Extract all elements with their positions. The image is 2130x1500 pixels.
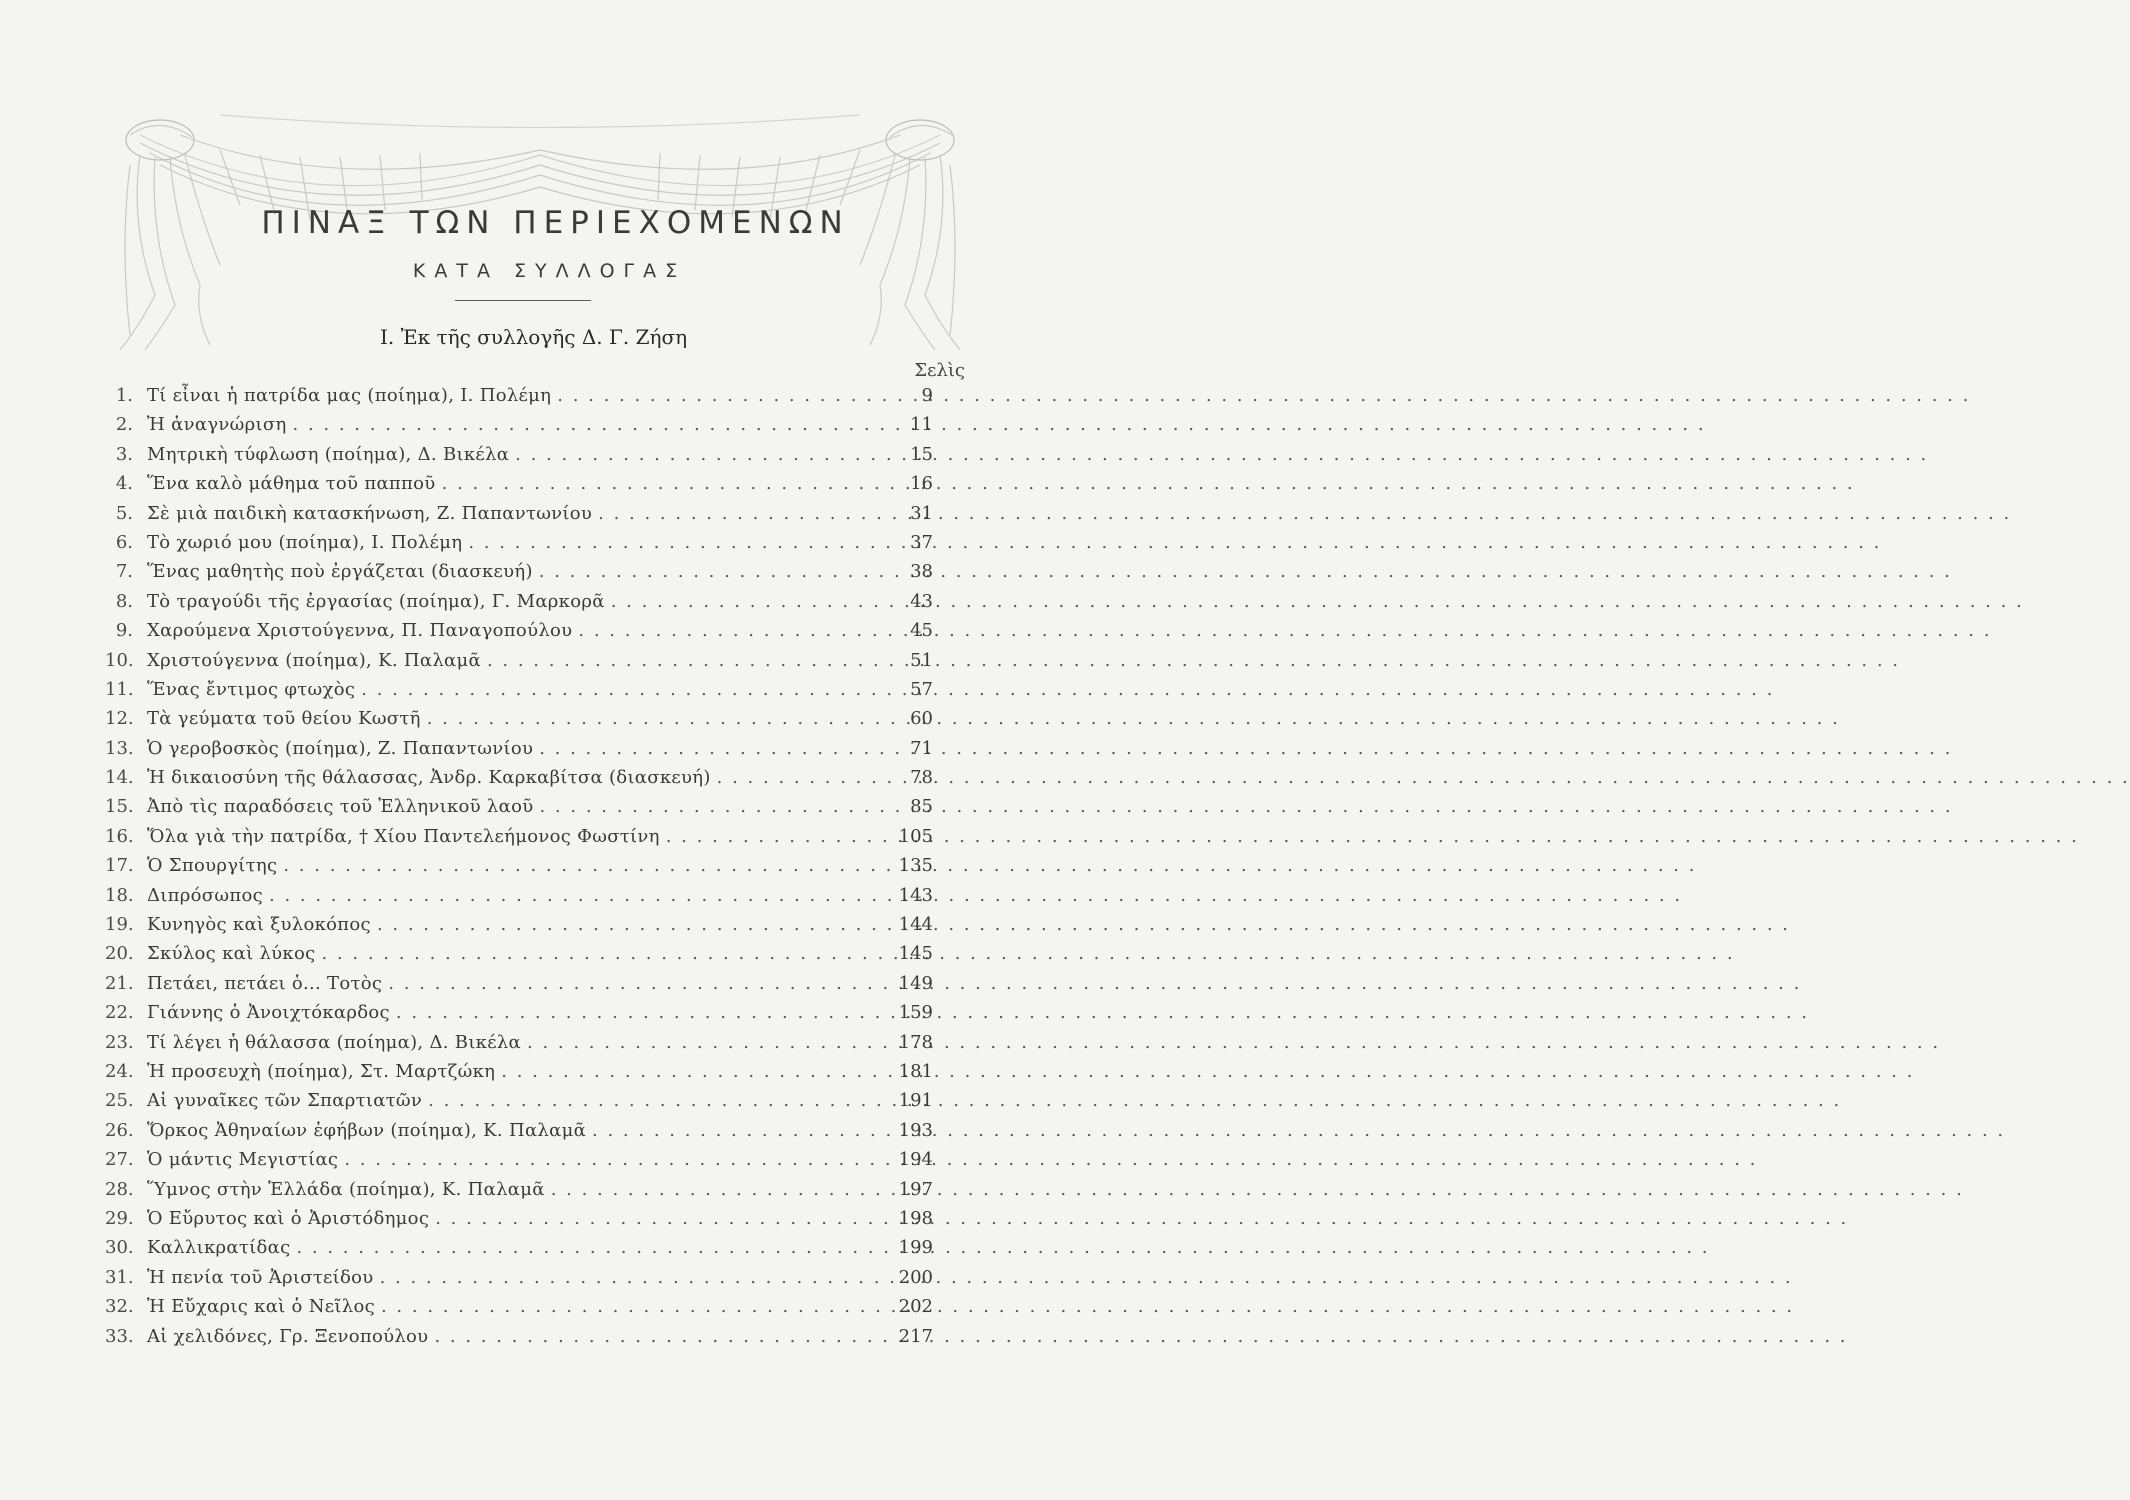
toc-entry-page: 159 <box>898 1002 933 1024</box>
toc-entry-title: Ὁ γεροβοσκὸς (ποίημα), Ζ. Παπαντωνίου <box>147 737 534 759</box>
toc-entry-number: 33. <box>105 1325 134 1347</box>
toc-entry-page: 199 <box>898 1237 933 1259</box>
toc-entry <box>105 943 933 972</box>
toc-entry <box>105 914 933 943</box>
toc-entry-page: 194 <box>898 1149 933 1171</box>
toc-entry <box>105 1208 933 1237</box>
toc-entry-title: Ἕνας ἔντιμος φτωχὸς <box>147 678 356 700</box>
toc-leader-dots <box>428 1326 889 1347</box>
toc-entry-number: 28. <box>105 1178 134 1200</box>
toc-leader-dots <box>374 1267 889 1288</box>
toc-entry-number: 32. <box>105 1296 134 1318</box>
toc-entry-number: 1. <box>115 385 133 406</box>
toc-leader-dots <box>390 1002 889 1023</box>
toc-leader-dots <box>605 591 889 612</box>
toc-entry <box>105 885 933 914</box>
toc-entry <box>105 1179 933 1208</box>
toc-entry-page: 144 <box>898 914 933 936</box>
toc-leader-dots <box>263 885 889 906</box>
toc-leader-dots <box>533 796 889 817</box>
toc-leader-dots <box>371 914 889 935</box>
toc-entry <box>105 473 933 502</box>
toc-leader-dots <box>462 532 889 553</box>
toc-entry-title: Τὸ τραγούδι τῆς ἐργασίας (ποίημα), Γ. Μαρκορᾶ <box>147 590 605 612</box>
toc-entry-title: Γιάννης ὁ Ἀνοιχτόκαρδος <box>147 1002 390 1024</box>
toc-entry-title: Σὲ μιὰ παιδικὴ κατασκήνωση, Ζ. Παπαντωνίου <box>147 502 593 524</box>
toc-leader-dots <box>277 855 889 876</box>
toc-entry <box>105 1149 933 1178</box>
toc-leader-dots <box>429 1208 889 1229</box>
toc-entry-number: 17. <box>105 855 134 877</box>
toc-entry <box>105 1237 933 1266</box>
toc-entry-number: 26. <box>105 1119 134 1141</box>
toc-entry <box>105 679 933 708</box>
toc-entry-title: Ἀπὸ τὶς παραδόσεις τοῦ Ἑλληνικοῦ λαοῦ <box>147 796 534 818</box>
toc-entry-number: 25. <box>105 1090 134 1112</box>
toc-entry <box>105 826 933 855</box>
toc-leader-dots <box>315 943 889 964</box>
toc-entry <box>105 1032 933 1061</box>
toc-entry <box>105 1326 933 1355</box>
toc-leader-dots <box>572 620 889 641</box>
toc-entry-title: Μητρικὴ τύφλωση (ποίημα), Δ. Βικέλα <box>147 443 510 465</box>
toc-entry-page: 38 <box>910 561 933 583</box>
toc-leader-dots <box>545 1179 889 1200</box>
toc-entry-page: 9 <box>921 385 933 406</box>
toc-entry-number: 2. <box>115 414 133 436</box>
toc-entry <box>105 503 933 532</box>
toc-entry-number: 31. <box>105 1266 134 1288</box>
toc-entry-page: 198 <box>898 1207 933 1229</box>
toc-entry-page: 197 <box>898 1178 933 1200</box>
toc-entry-number: 7. <box>115 561 133 583</box>
title-divider <box>455 300 591 301</box>
toc-entry-page: 178 <box>898 1031 933 1053</box>
toc-entry <box>105 414 933 443</box>
toc-leader-dots <box>436 473 889 494</box>
toc-entry-title: Καλλικρατίδας <box>147 1237 291 1259</box>
toc-leader-dots <box>382 973 889 994</box>
toc-leader-dots <box>421 708 889 729</box>
toc-entry <box>105 650 933 679</box>
toc-leader-dots <box>592 503 889 524</box>
toc-entry-page: 16 <box>910 473 933 495</box>
toc-entry-number: 24. <box>105 1060 134 1082</box>
toc-entry-title: Ὁ Σπουργίτης <box>147 855 278 877</box>
toc-entry-page: 31 <box>910 502 933 524</box>
toc-leader-dots <box>481 650 889 671</box>
toc-entry-number: 18. <box>105 884 134 906</box>
table-of-contents <box>105 385 933 1355</box>
toc-entry <box>105 385 933 414</box>
toc-entry-title: Ὅρκος Ἀθηναίων ἐφήβων (ποίημα), Κ. Παλαμᾶ <box>147 1119 587 1141</box>
toc-entry-title: Αἱ γυναῖκες τῶν Σπαρτιατῶν <box>147 1090 423 1112</box>
toc-entry-page: 217 <box>898 1325 933 1347</box>
toc-entry-page: 145 <box>898 943 933 965</box>
toc-entry-page: 181 <box>898 1060 933 1082</box>
toc-entry <box>105 561 933 590</box>
toc-entry-title: Πετάει, πετάει ὁ... Τοτὸς <box>147 972 383 994</box>
toc-entry-number: 23. <box>105 1031 134 1053</box>
toc-entry-page: 202 <box>898 1296 933 1318</box>
toc-entry-number: 30. <box>105 1237 134 1259</box>
toc-entry <box>105 767 933 796</box>
toc-entry-page: 51 <box>910 649 933 671</box>
toc-leader-dots <box>422 1090 889 1111</box>
toc-entry-title: Αἱ χελιδόνες, Γρ. Ξενοπούλου <box>147 1325 429 1347</box>
toc-entry-page: 57 <box>910 678 933 700</box>
toc-entry <box>105 855 933 884</box>
toc-entry <box>105 1002 933 1031</box>
toc-entry-title: Ὕμνος στὴν Ἑλλάδα (ποίημα), Κ. Παλαμᾶ <box>147 1178 545 1200</box>
toc-entry-page: 200 <box>898 1266 933 1288</box>
toc-leader-dots <box>586 1120 889 1141</box>
toc-entry-page: 135 <box>898 855 933 877</box>
toc-entry-number: 19. <box>105 914 134 936</box>
page-title: ΠΙΝΑΞ ΤΩΝ ΠΕΡΙΕΧΟΜΕΝΩΝ <box>261 205 850 241</box>
toc-entry-number: 21. <box>105 972 134 994</box>
toc-entry-title: Ὅλα γιὰ τὴν πατρίδα, † Χίου Παντελεήμονος Φωστίνη <box>147 825 660 847</box>
toc-entry-page: 193 <box>898 1119 933 1141</box>
toc-entry <box>105 1296 933 1325</box>
toc-entry-number: 27. <box>105 1149 134 1171</box>
toc-leader-dots <box>290 1237 889 1258</box>
toc-entry-title: Κυνηγὸς καὶ ξυλοκόπος <box>147 914 371 936</box>
toc-entry-page: 43 <box>910 590 933 612</box>
page-subtitle: ΚΑΤΑ ΣΥΛΛΟΓΑΣ <box>412 260 687 282</box>
toc-leader-dots <box>287 414 889 435</box>
toc-leader-dots <box>533 561 889 582</box>
toc-entry <box>105 708 933 737</box>
toc-entry-page: 45 <box>910 620 933 642</box>
toc-entry-number: 20. <box>105 943 134 965</box>
page-column-label: Σελὶς <box>914 360 965 381</box>
toc-leader-dots <box>711 767 889 788</box>
toc-entry <box>105 1120 933 1149</box>
toc-leader-dots <box>338 1149 889 1170</box>
toc-entry-number: 15. <box>105 796 134 818</box>
toc-entry <box>105 444 933 473</box>
toc-entry-title: Τὸ χωριό μου (ποίημα), Ι. Πολέμη <box>147 531 463 553</box>
toc-entry <box>105 1061 933 1090</box>
toc-entry-title: Τί εἶναι ἡ πατρίδα μας (ποίημα), Ι. Πολέμη <box>147 385 552 406</box>
section-heading: Ι. Ἐκ τῆς συλλογῆς Δ. Γ. Ζήση <box>380 325 688 349</box>
toc-entry <box>105 738 933 767</box>
toc-entry-title: Ἡ ἀναγνώριση <box>147 414 287 436</box>
toc-entry-title: Σκύλος καὶ λύκος <box>147 943 316 965</box>
toc-entry-number: 29. <box>105 1207 134 1229</box>
toc-entry-title: Χριστούγεννα (ποίημα), Κ. Παλαμᾶ <box>147 649 481 671</box>
toc-entry-number: 11. <box>105 678 134 700</box>
toc-entry-number: 22. <box>105 1002 134 1024</box>
toc-entry-number: 10. <box>105 649 134 671</box>
toc-leader-dots <box>375 1296 889 1317</box>
toc-leader-dots <box>355 679 889 700</box>
toc-entry-number: 14. <box>105 767 134 789</box>
toc-entry <box>105 620 933 649</box>
toc-entry-title: Ἡ προσευχὴ (ποίημα), Στ. Μαρτζώκη <box>147 1060 496 1082</box>
toc-leader-dots <box>660 826 889 847</box>
toc-leader-dots <box>521 1032 889 1053</box>
toc-entry-number: 13. <box>105 737 134 759</box>
toc-leader-dots <box>551 385 889 406</box>
toc-leader-dots <box>509 444 889 465</box>
toc-entry-title: Τί λέγει ἡ θάλασσα (ποίημα), Δ. Βικέλα <box>147 1031 522 1053</box>
toc-entry-page: 191 <box>898 1090 933 1112</box>
toc-entry-page: 11 <box>910 414 933 436</box>
toc-entry-title: Ἡ Εὔχαρις καὶ ὁ Νεῖλος <box>147 1296 375 1318</box>
toc-entry-title: Ὁ Εὔρυτος καὶ ὁ Ἀριστόδημος <box>147 1207 430 1229</box>
toc-entry-number: 16. <box>105 825 134 847</box>
toc-entry-number: 6. <box>115 531 133 553</box>
toc-leader-dots <box>495 1061 889 1082</box>
toc-entry-page: 15 <box>910 443 933 465</box>
toc-entry-title: Χαρούμενα Χριστούγεννα, Π. Παναγοπούλου <box>147 620 573 642</box>
toc-entry-title: Διπρόσωπος <box>147 884 264 906</box>
toc-entry-number: 9. <box>115 620 133 642</box>
toc-entry-title: Ἡ πενία τοῦ Ἀριστείδου <box>147 1266 374 1288</box>
toc-entry <box>105 1267 933 1296</box>
toc-entry-page: 85 <box>910 796 933 818</box>
toc-entry-page: 105 <box>898 825 933 847</box>
toc-entry-page: 71 <box>910 737 933 759</box>
toc-entry-page: 60 <box>910 708 933 730</box>
toc-entry-page: 143 <box>898 884 933 906</box>
toc-entry-number: 12. <box>105 708 134 730</box>
toc-leader-dots <box>533 738 889 759</box>
toc-entry-number: 8. <box>115 590 133 612</box>
toc-entry <box>105 532 933 561</box>
toc-entry-page: 78 <box>910 767 933 789</box>
toc-entry-number: 4. <box>115 473 133 495</box>
toc-entry-page: 149 <box>898 972 933 994</box>
toc-entry <box>105 591 933 620</box>
toc-entry-number: 3. <box>115 443 133 465</box>
toc-entry-title: Ἕνας μαθητὴς ποὺ ἐργάζεται (διασκευή) <box>147 561 533 583</box>
toc-entry-title: Ἕνα καλὸ μάθημα τοῦ παπποῦ <box>147 473 436 495</box>
toc-entry <box>105 1090 933 1119</box>
toc-entry <box>105 796 933 825</box>
toc-entry-title: Ἡ δικαιοσύνη τῆς θάλασσας, Ἀνδρ. Καρκαβίτσα (διασκευή) <box>147 767 711 789</box>
toc-entry-number: 5. <box>115 502 133 524</box>
toc-entry-title: Τὰ γεύματα τοῦ θείου Κωστῆ <box>147 708 421 730</box>
toc-entry-page: 37 <box>910 531 933 553</box>
toc-entry-title: Ὁ μάντις Μεγιστίας <box>147 1149 339 1171</box>
toc-entry <box>105 973 933 1002</box>
